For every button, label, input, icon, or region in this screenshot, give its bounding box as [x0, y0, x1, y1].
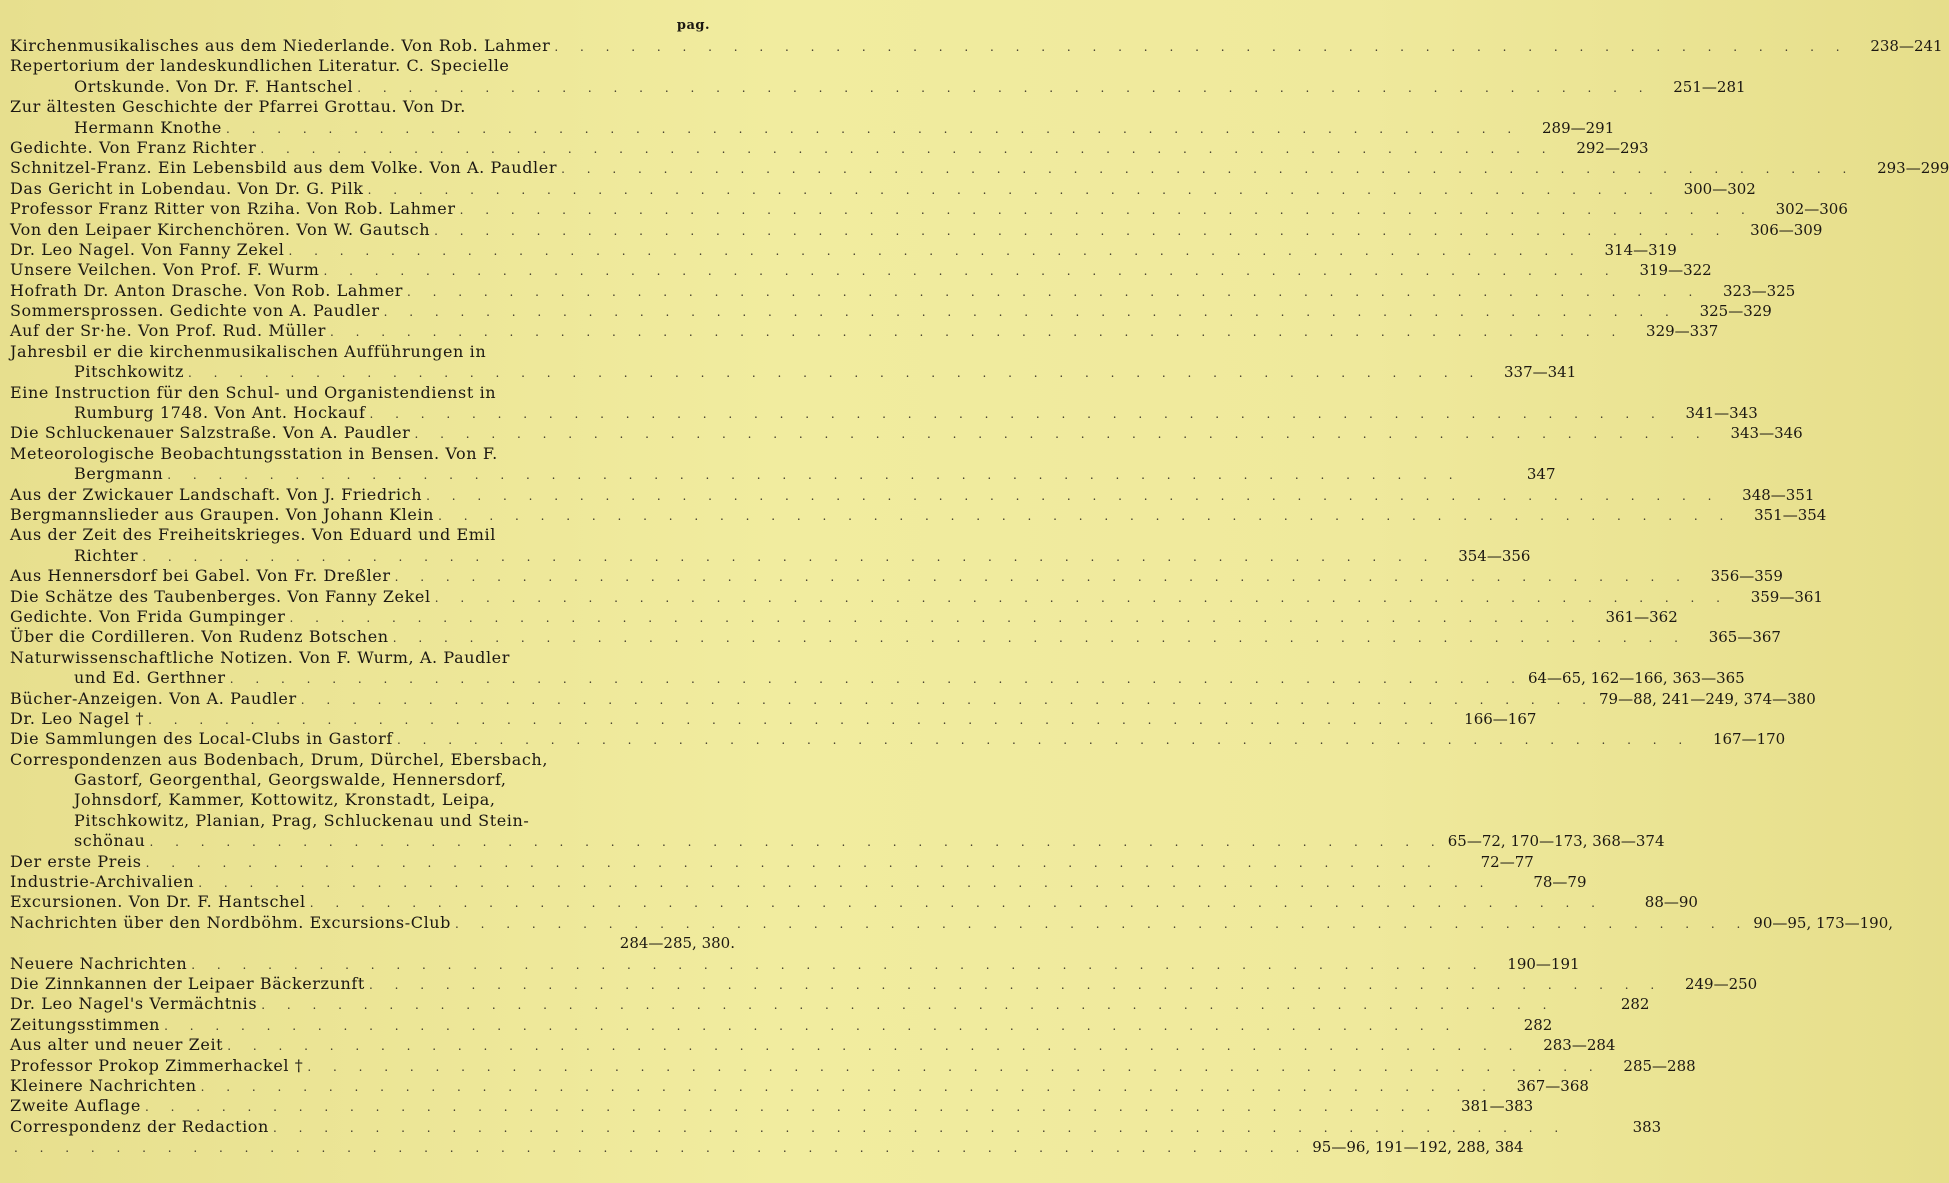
dot-leader: . . . . . . . . . . . . . . . . . . . . . . . . . . . . . . . . . . . . . . . . . . . . . . . . . . . — [145, 855, 1440, 870]
index-entry — [10, 566, 1783, 586]
page-numbers: 282 — [1620, 995, 1650, 1014]
entry-line — [10, 688, 1816, 709]
dot-leader: . . . . . . . . . . . . . . . . . . . . . . . . . . . . . . . . . . . . . . . . . . . . . . . . . . . — [200, 1079, 1495, 1094]
entry-title: Bergmann — [74, 464, 164, 484]
page-numbers: 300—302 — [1683, 179, 1756, 198]
entry-line — [10, 790, 735, 810]
entry-line — [10, 484, 1815, 505]
page-numbers: 302—306 — [1775, 200, 1848, 219]
dot-leader: . . . . . . . . . . . . . . . . . . . . . . . . . . . . . . . . . . . . . . . . . . . . . . . . . . . — [396, 733, 1692, 748]
index-entry — [10, 973, 1758, 994]
index-entry — [10, 525, 1531, 566]
index-entry — [10, 504, 1827, 525]
page-numbers: 348—351 — [1742, 485, 1815, 504]
entry-title: Repertorium der landeskundlichen Literatur. C. Specielle — [10, 56, 510, 76]
entry-title: Meteorologische Beobachtungsstation in Bensen. Von F. — [10, 443, 498, 463]
entry-title: Gedichte. Von Frida Gumpinger — [10, 606, 286, 626]
entry-title: Auf der Sr·he. Von Prof. Rud. Müller — [10, 321, 327, 341]
entry-title: Gastorf, Georgenthal, Georgswalde, Hennersdorf, — [74, 770, 507, 790]
page-numbers: 251—281 — [1673, 77, 1746, 96]
entry-line — [10, 97, 735, 117]
page-numbers: 361—362 — [1605, 607, 1678, 626]
entry-line — [10, 586, 1823, 607]
index-entry — [10, 1075, 1589, 1096]
index-entry — [10, 321, 1719, 341]
entry-line — [10, 566, 1783, 586]
entry-line — [10, 403, 1758, 423]
dot-leader: . . . . . . . . . . . . . . . . . . . . . . . . . . . . . . . . . . . . . . . . . . . . . . . . . . . — [407, 284, 1702, 299]
entry-title: Johnsdorf, Kammer, Kottowitz, Kronstadt, Leipa, — [74, 790, 496, 810]
dot-leader: . . . . . . . . . . . . . . . . . . . . . . . . . . . . . . . . . . . . . . . . . . . . . . . . . . . — [14, 1141, 1309, 1156]
entry-title: Professor Franz Ritter von Rziha. Von Rob. Lahmer — [10, 199, 456, 219]
entry-title: Hermann Knothe — [74, 117, 222, 137]
page-numbers: 282 — [1523, 1015, 1553, 1034]
index-entry — [10, 627, 1781, 647]
index-entry — [10, 178, 1756, 199]
dot-leader: . . . . . . . . . . . . . . . . . . . . . . . . . . . . . . . . . . . . . . . . . . . . . . . . . . . — [142, 549, 1437, 564]
entry-title: Aus der Zwickauer Landschaft. Von J. Friedrich — [10, 484, 423, 504]
page-numbers: 249—250 — [1684, 974, 1758, 993]
dot-leader: . . . . . . . . . . . . . . . . . . . . . . . . . . . . . . . . . . . . . . . . . . . . . . . . . . . — [307, 1059, 1602, 1074]
entry-line — [10, 260, 1712, 280]
index-entry — [10, 729, 1786, 749]
dot-leader: . . . . . . . . . . . . . . . . . . . . . . . . . . . . . . . . . . . . . . . . . . . . . . . . . . . — [368, 977, 1664, 992]
entry-line — [10, 892, 1698, 912]
entry-title: Pitschkowitz, Planian, Prag, Schluckenau und Stein- — [74, 810, 530, 830]
entry-title: Aus alter und neuer Zeit — [10, 1035, 224, 1055]
entry-title: Von den Leipaer Kirchenchören. Von W. Gautsch — [10, 219, 431, 239]
entry-line — [10, 219, 1823, 240]
entry-line — [10, 811, 735, 831]
index-entry — [10, 341, 1577, 383]
entry-line — [10, 36, 1943, 56]
dot-leader: . . . . . . . . . . . . . . . . . . . . . . . . . . . . . . . . . . . . . . . . . . . . . . . . . . . — [309, 896, 1604, 911]
entry-line — [10, 994, 1650, 1014]
dot-leader: . . . . . . . . . . . . . . . . . . . . . . . . . . . . . . . . . . . . . . . . . . . . . . . . . . . — [260, 141, 1555, 156]
page-numbers: 95—96, 191—192, 288, 384 — [1312, 1138, 1524, 1157]
index-entry — [10, 260, 1712, 280]
entry-line — [10, 117, 1615, 138]
entry-title: Dr. Leo Nagel. Von Fanny Zekel — [10, 239, 285, 259]
entry-title: Über die Cordilleren. Von Rudenz Botschen — [10, 627, 389, 647]
page-numbers: 367—368 — [1516, 1076, 1589, 1095]
page-numbers: 381—383 — [1460, 1097, 1534, 1116]
page-numbers: 325—329 — [1699, 302, 1772, 321]
dot-leader: . . . . . . . . . . . . . . . . . . . . . . . . . . . . . . . . . . . . . . . . . . . . . . . . . . . — [229, 672, 1524, 687]
entry-line — [10, 1014, 1553, 1035]
entry-title: Pitschkowitz — [74, 362, 184, 382]
entry-title: Sommersprossen. Gedichte von A. Paudler — [10, 301, 380, 321]
entry-line — [10, 178, 1756, 199]
index-entry — [10, 443, 1556, 485]
entry-line — [10, 199, 1848, 219]
page-numbers: 292—293 — [1576, 138, 1649, 157]
index-entry — [10, 36, 1943, 56]
dot-leader: . . . . . . . . . . . . . . . . . . . . . . . . . . . . . . . . . . . . . . . . . . . . . . . . . . . — [288, 243, 1583, 258]
index-entry — [10, 586, 1823, 607]
entry-title: Neuere Nachrichten — [10, 953, 188, 973]
index-entry — [10, 199, 1848, 219]
dot-leader: . . . . . . . . . . . . . . . . . . . . . . . . . . . . . . . . . . . . . . . . . . . . . . . . . . . — [148, 712, 1443, 727]
entry-title: Unsere Veilchen. Von Prof. F. Wurm — [10, 260, 320, 280]
dot-leader: . . . . . . . . . . . . . . . . . . . . . . . . . . . . . . . . . . . . . . . . . . . . . . . . . . . — [369, 407, 1664, 422]
entry-line — [10, 872, 1587, 892]
page-numbers: 283—284 — [1543, 1036, 1616, 1055]
entry-line — [10, 321, 1719, 341]
dot-leader: . . . . . . . . . . . . . . . . . . . . . . . . . . . . . . . . . . . . . . . . . . . . . . . . . . . — [426, 488, 1721, 503]
page-numbers: 78—79 — [1533, 873, 1587, 892]
dot-leader: . . . . . . . . . . . . . . . . . . . . . . . . . . . . . . . . . . . . . . . . . . . . . . . . . . . — [261, 998, 1556, 1013]
index-entry — [10, 423, 1803, 443]
entry-line — [10, 383, 735, 403]
entry-line — [10, 56, 735, 76]
index-entry — [10, 1035, 1616, 1055]
dot-leader: . . . . . . . . . . . . . . . . . . . . . . . . . . . . . . . . . . . . . . . . . . . . . . . . . . . — [225, 121, 1521, 136]
dot-leader: . . . . . . . . . . . . . . . . . . . . . . . . . . . . . . . . . . . . . . . . . . . . . . . . . . . — [289, 610, 1584, 625]
entry-title: Zeitungsstimmen — [10, 1014, 161, 1034]
dot-leader: . . . . . . . . . . . . . . . . . . . . . . . . . . . . . . . . . . . . . . . . . . . . . . . . . . . — [554, 40, 1849, 54]
page-numbers: 319—322 — [1639, 261, 1712, 280]
entry-title: Professor Prokop Zimmerhackel † — [10, 1055, 304, 1075]
dot-leader: . . . . . . . . . . . . . . . . . . . . . . . . . . . . . . . . . . . . . . . . . . . . . . . . . . . — [392, 631, 1687, 646]
dot-leader: . . . . . . . . . . . . . . . . . . . . . . . . . . . . . . . . . . . . . . . . . . . . . . . . . . . — [367, 182, 1662, 197]
index-entry — [10, 647, 1745, 689]
page-numbers: 314—319 — [1604, 240, 1677, 259]
entry-title: Zweite Auflage — [10, 1096, 141, 1116]
entry-line — [10, 464, 1556, 484]
entry-line — [10, 239, 1677, 260]
dot-leader: . . . . . . . . . . . . . . . . . . . . . . . . . . . . . . . . . . . . . . . . . . . . . . . . . . . — [227, 1039, 1522, 1054]
entry-title: Kirchenmusikalisches aus dem Niederlande. Von Rob. Lahmer — [10, 36, 551, 55]
index-entry — [10, 219, 1823, 240]
dot-leader: . . . . . . . . . . . . . . . . . . . . . . . . . . . . . . . . . . . . . . . . . . . . . . . . . . . — [272, 1120, 1568, 1135]
entry-title: Bergmannslieder aus Graupen. Von Johann Klein — [10, 504, 435, 524]
page-numbers-continued: 284—285, 380. — [619, 934, 735, 953]
entry-title: Schnitzel-Franz. Ein Lebensbild aus dem Volke. Von A. Paudler — [10, 158, 558, 178]
page-numbers: 329—337 — [1646, 322, 1719, 341]
page-numbers: 306—309 — [1750, 220, 1823, 239]
entry-line — [10, 1137, 1524, 1157]
index-entry — [10, 1137, 1524, 1157]
page-numbers: 365—367 — [1708, 628, 1781, 647]
index-entry-list — [10, 36, 1949, 1157]
entry-line — [10, 973, 1758, 994]
column-header-pag: pag. — [676, 18, 710, 33]
entry-line — [10, 606, 1678, 627]
entry-line — [10, 301, 1772, 321]
entry-title: Rumburg 1748. Von Ant. Hockauf — [74, 403, 366, 423]
entry-title: Aus der Zeit des Freiheitskrieges. Von Eduard und Emil — [10, 525, 496, 545]
entry-line — [10, 851, 1534, 872]
entry-title: Kleinere Nachrichten — [10, 1075, 197, 1095]
entry-line — [10, 76, 1746, 97]
entry-line — [10, 342, 735, 362]
dot-leader: . . . . . . . . . . . . . . . . . . . . . . . . . . . . . . . . . . . . . . . . . . . . . . . . . . . — [164, 1018, 1459, 1033]
entry-line — [10, 444, 735, 464]
page-numbers: 65—72, 170—173, 368—374 — [1447, 832, 1665, 851]
entry-line — [10, 953, 1580, 974]
page-numbers: 190—191 — [1507, 954, 1580, 973]
page-numbers: 289—291 — [1541, 118, 1615, 137]
page-numbers: 337—341 — [1504, 363, 1577, 382]
dot-leader: . . . . . . . . . . . . . . . . . . . . . . . . . . . . . . . . . . . . . . . . . . . . . . . . . . . — [198, 876, 1493, 891]
page-numbers: 341—343 — [1685, 404, 1758, 423]
index-entry — [10, 912, 1894, 954]
entry-title: schönau — [74, 831, 146, 851]
entry-title: Die Schätze des Taubenberges. Von Fanny Zekel — [10, 586, 431, 606]
entry-line — [10, 423, 1803, 443]
dot-leader: . . . . . . . . . . . . . . . . . . . . . . . . . . . . . . . . . . . . . . . . . . . . . . . . . . . — [434, 590, 1729, 605]
page-numbers: 351—354 — [1754, 505, 1827, 524]
index-entry — [10, 239, 1677, 260]
entry-line — [10, 708, 1537, 729]
entry-line — [10, 158, 1949, 178]
entry-title: und Ed. Gerthner — [74, 668, 226, 688]
index-entry — [10, 708, 1537, 729]
entry-title: Zur ältesten Geschichte der Pfarrei Grottau. Von Dr. — [10, 97, 466, 117]
page-numbers: 293—299 — [1877, 159, 1949, 178]
entry-line — [10, 1116, 1662, 1137]
entry-line — [10, 1096, 1534, 1116]
dot-leader: . . . . . . . . . . . . . . . . . . . . . . . . . . . . . . . . . . . . . . . . . . . . . . . . . . . — [167, 468, 1462, 483]
entry-title: Aus Hennersdorf bei Gabel. Von Fr. Dreßler — [10, 566, 391, 586]
entry-title: Die Zinnkannen der Leipaer Bäckerzunft — [10, 973, 365, 993]
entry-title: Die Schluckenauer Salzstraße. Von A. Paudler — [10, 423, 411, 443]
page-numbers: 359—361 — [1750, 587, 1823, 606]
entry-title: Ortskunde. Von Dr. F. Hantschel — [74, 76, 354, 96]
dot-leader: . . . . . . . . . . . . . . . . . . . . . . . . . . . . . . . . . . . . . . . . . . . . . . . . . . . — [459, 203, 1754, 218]
index-entry — [10, 301, 1772, 321]
page-numbers: 79—88, 241—249, 374—380 — [1598, 689, 1816, 708]
entry-line — [10, 137, 1649, 158]
page-numbers: 166—167 — [1464, 709, 1537, 728]
page-numbers: 347 — [1526, 465, 1556, 484]
entry-title: Eine Instruction für den Schul- und Organistendienst in — [10, 382, 497, 402]
entry-title: Naturwissenschaftliche Notizen. Von F. Wurm, A. Paudler — [10, 647, 510, 667]
entry-line — [10, 1035, 1616, 1055]
index-entry — [10, 1096, 1534, 1116]
entry-title: Richter — [74, 545, 139, 565]
entry-line — [10, 525, 735, 545]
dot-leader: . . . . . . . . . . . . . . . . . . . . . . . . . . . . . . . . . . . . . . . . . . . . . . . . . . . — [300, 692, 1595, 707]
index-entry — [10, 994, 1650, 1014]
entry-title: Der erste Preis — [10, 851, 142, 871]
entry-title: Industrie-Archivalien — [10, 872, 195, 892]
index-entry — [10, 382, 1758, 424]
entry-title: Hofrath Dr. Anton Drasche. Von Rob. Lahmer — [10, 280, 404, 300]
entry-line — [10, 648, 735, 668]
entry-line — [10, 668, 1745, 688]
dot-leader: . . . . . . . . . . . . . . . . . . . . . . . . . . . . . . . . . . . . . . . . . . . . . . . . . . . — [149, 835, 1444, 850]
entry-line — [10, 545, 1531, 566]
index-entry — [10, 158, 1949, 178]
entry-line — [10, 912, 1894, 933]
page-numbers: 238—241 — [1870, 37, 1943, 55]
dot-leader: . . . . . . . . . . . . . . . . . . . . . . . . . . . . . . . . . . . . . . . . . . . . . . . . . . . — [188, 366, 1483, 381]
index-entry — [10, 606, 1678, 627]
index-entry — [10, 688, 1816, 709]
entry-title: Nachrichten über den Nordböhm. Excursions-Club — [10, 912, 452, 932]
index-entry — [10, 892, 1698, 912]
entry-line — [10, 280, 1796, 301]
index-entry — [10, 1116, 1662, 1137]
dot-leader: . . . . . . . . . . . . . . . . . . . . . . . . . . . . . . . . . . . . . . . . . . . . . . . . . . . — [434, 223, 1729, 238]
entry-title: Gedichte. Von Franz Richter — [10, 137, 257, 157]
dot-leader: . . . . . . . . . . . . . . . . . . . . . . . . . . . . . . . . . . . . . . . . . . . . . . . . . . . — [414, 427, 1709, 442]
page-numbers: 343—346 — [1730, 424, 1803, 443]
index-entry — [10, 1014, 1553, 1035]
dot-leader: . . . . . . . . . . . . . . . . . . . . . . . . . . . . . . . . . . . . . . . . . . . . . . . . . . . — [455, 916, 1750, 931]
page-numbers: 167—170 — [1712, 730, 1786, 749]
entry-title: Jahresbil er die kirchenmusikalischen Aufführungen in — [10, 341, 487, 361]
index-entry — [10, 749, 1665, 852]
dot-leader: . . . . . . . . . . . . . . . . . . . . . . . . . . . . . . . . . . . . . . . . . . . . . . . . . . . — [330, 325, 1625, 340]
dot-leader: . . . . . . . . . . . . . . . . . . . . . . . . . . . . . . . . . . . . . . . . . . . . . . . . . . . — [561, 162, 1856, 177]
page-numbers: 90—95, 173—190, — [1753, 913, 1894, 932]
entry-line — [10, 770, 735, 790]
index-entry — [10, 137, 1649, 158]
entry-line — [10, 831, 1665, 851]
entry-title: Die Sammlungen des Local-Clubs in Gastorf — [10, 729, 393, 749]
dot-leader: . . . . . . . . . . . . . . . . . . . . . . . . . . . . . . . . . . . . . . . . . . . . . . . . . . . — [323, 264, 1618, 279]
page-numbers: 64—65, 162—166, 363—365 — [1527, 669, 1745, 688]
page-numbers: 88—90 — [1644, 893, 1698, 912]
entry-title: Excursionen. Von Dr. F. Hantschel — [10, 892, 306, 912]
entry-line — [10, 504, 1827, 525]
index-entry — [10, 851, 1534, 872]
index-entry — [10, 953, 1580, 974]
page-numbers: 354—356 — [1458, 546, 1531, 565]
dot-leader: . . . . . . . . . . . . . . . . . . . . . . . . . . . . . . . . . . . . . . . . . . . . . . . . . . . — [191, 957, 1486, 972]
entry-line — [10, 1055, 1696, 1076]
index-entry — [10, 97, 1615, 138]
entry-line — [10, 1075, 1589, 1096]
index-entry — [10, 484, 1815, 505]
entry-title: Correspondenzen aus Bodenbach, Drum, Dürchel, Ebersbach, — [10, 749, 549, 769]
entry-title: Correspondenz der Redaction — [10, 1116, 269, 1136]
page-numbers: 356—359 — [1710, 567, 1783, 586]
page-numbers: 383 — [1632, 1117, 1662, 1136]
dot-leader: . . . . . . . . . . . . . . . . . . . . . . . . . . . . . . . . . . . . . . . . . . . . . . . . . . . — [144, 1100, 1440, 1115]
entry-line — [10, 729, 1786, 749]
page-numbers: 285—288 — [1623, 1056, 1696, 1075]
dot-leader: . . . . . . . . . . . . . . . . . . . . . . . . . . . . . . . . . . . . . . . . . . . . . . . . . . . — [438, 508, 1733, 523]
entry-title: Dr. Leo Nagel † — [10, 708, 145, 728]
page-numbers: 323—325 — [1723, 281, 1796, 300]
dot-leader: . . . . . . . . . . . . . . . . . . . . . . . . . . . . . . . . . . . . . . . . . . . . . . . . . . . — [394, 570, 1689, 585]
index-entry — [10, 872, 1587, 892]
entry-title: Bücher-Anzeigen. Von A. Paudler — [10, 688, 297, 708]
entry-line — [10, 627, 1781, 647]
entry-line — [10, 750, 735, 770]
page-numbers: 72—77 — [1480, 852, 1534, 871]
index-entry — [10, 280, 1796, 301]
index-entry — [10, 1055, 1696, 1076]
dot-leader: . . . . . . . . . . . . . . . . . . . . . . . . . . . . . . . . . . . . . . . . . . . . . . . . . . . — [357, 80, 1652, 95]
entry-title: Dr. Leo Nagel's Vermächtnis — [10, 994, 258, 1014]
dot-leader: . . . . . . . . . . . . . . . . . . . . . . . . . . . . . . . . . . . . . . . . . . . . . . . . . . . — [383, 305, 1678, 320]
entry-line — [10, 362, 1577, 382]
entry-title: Das Gericht in Lobendau. Von Dr. G. Pilk — [10, 178, 364, 198]
index-entry — [10, 56, 1746, 97]
